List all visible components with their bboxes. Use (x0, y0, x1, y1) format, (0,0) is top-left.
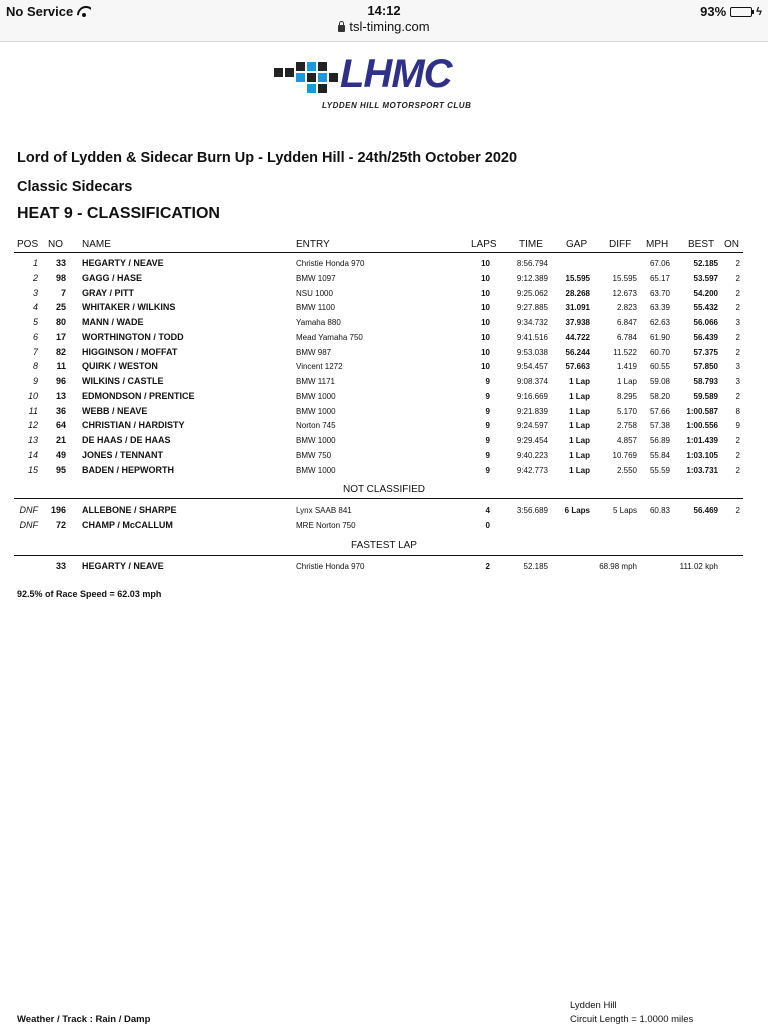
cell-time: 8:56.794 (516, 259, 548, 268)
circuit-length: Circuit Length = 1.0000 miles (570, 1014, 694, 1024)
cell-no: 64 (55, 420, 66, 431)
carrier-label: No Service (6, 4, 74, 19)
cell-gap: 1 Lap (569, 377, 590, 386)
cell-laps: 0 (485, 521, 490, 530)
cell-pos: 5 (32, 317, 38, 327)
cell-mph: 62.63 (649, 318, 670, 327)
col-mph: MPH (646, 239, 669, 250)
cell-best: 1:03.105 (686, 450, 718, 460)
col-name: NAME (82, 239, 111, 250)
cell-entry: BMW 1097 (296, 273, 336, 283)
col-laps: LAPS (471, 239, 497, 250)
col-entry: ENTRY (296, 239, 330, 250)
cell-best: 1:00.587 (686, 406, 718, 416)
cell-time: 9:16.669 (516, 391, 548, 401)
cell-mph: 61.90 (649, 332, 670, 342)
cell-time: 9:24.597 (516, 421, 548, 431)
cell-no: 95 (55, 464, 66, 475)
table-row (0, 420, 768, 435)
cell-diff: 4.857 (616, 436, 637, 445)
class-title: Classic Sidecars (17, 179, 133, 195)
cell-pos: 11 (28, 405, 38, 416)
cell-time: 9:21.839 (516, 406, 548, 416)
cell-no: 21 (55, 435, 66, 445)
fastest-lap-divider (14, 555, 743, 556)
cell-diff: 15.595 (612, 273, 637, 283)
cell-best: 59.589 (693, 391, 718, 401)
cell-mph: 57.66 (649, 406, 670, 416)
fastest-lap-entry: Christie Honda 970 (296, 562, 365, 571)
cell-mph: 60.70 (649, 347, 670, 357)
weather-info: Weather / Track : Rain / Damp (17, 1014, 151, 1024)
cell-no: 96 (55, 376, 66, 386)
cell-diff: 5.170 (616, 406, 637, 416)
cell-entry: NSU 1000 (296, 288, 333, 298)
cell-diff: 2.758 (616, 421, 637, 431)
race-speed-note: 92.5% of Race Speed = 62.03 mph (17, 589, 162, 599)
cell-mph: 65.17 (649, 273, 670, 283)
cell-gap: 1 Lap (569, 406, 590, 416)
cell-on: 2 (735, 391, 740, 401)
cell-pos: 6 (32, 331, 38, 342)
cell-gap: 44.722 (565, 332, 590, 342)
col-best: BEST (688, 239, 715, 250)
cell-no: 13 (55, 390, 66, 401)
cell-on: 3 (735, 377, 740, 386)
event-title: Lord of Lydden & Sidecar Burn Up - Lydden Hill - 24th/25th October 2020 (17, 150, 518, 166)
cell-laps: 10 (481, 288, 490, 298)
cell-entry: Vincent 1272 (296, 362, 343, 372)
col-on: ON (724, 239, 739, 250)
cell-gap: 56.244 (565, 347, 590, 357)
cell-gap: 28.268 (565, 288, 590, 298)
cell-mph: 60.83 (649, 506, 670, 515)
cell-best: 55.432 (693, 303, 718, 313)
cell-laps: 10 (481, 318, 490, 327)
fastest-lap-heading: FASTEST LAP (351, 540, 417, 551)
cell-pos: DNF (19, 505, 38, 515)
cell-time: 9:42.773 (516, 465, 548, 475)
cell-gap: 57.663 (565, 362, 590, 372)
cell-laps: 9 (485, 436, 490, 445)
cell-mph: 55.84 (649, 450, 670, 460)
cell-gap: 6 Laps (564, 506, 590, 515)
table-row (0, 450, 768, 465)
cell-name: WORTHINGTON / TODD (82, 331, 184, 342)
cell-laps: 9 (485, 421, 490, 431)
cell-gap: 1 Lap (569, 436, 590, 445)
cell-mph: 59.08 (649, 377, 670, 386)
address-area[interactable] (0, 3, 768, 34)
cell-mph: 63.70 (649, 288, 670, 298)
cell-laps: 10 (481, 332, 490, 342)
cell-pos: 12 (27, 420, 38, 431)
cell-mph: 60.55 (649, 362, 670, 372)
table-row (0, 361, 768, 376)
cell-name: CHAMP / McCALLUM (82, 520, 173, 530)
cell-time: 9:12.389 (516, 273, 548, 283)
table-row (0, 258, 768, 273)
cell-entry: BMW 1000 (296, 465, 336, 475)
cell-entry: Mead Yamaha 750 (296, 332, 363, 342)
cell-laps: 9 (485, 450, 490, 460)
cell-pos: 4 (32, 302, 38, 313)
lock-icon (338, 25, 345, 32)
cell-best: 56.439 (693, 332, 718, 342)
charging-icon: ϟ (756, 5, 762, 18)
cell-on: 2 (735, 506, 740, 515)
cell-entry: Christie Honda 970 (296, 259, 365, 268)
cell-mph: 56.89 (649, 436, 670, 445)
cell-no: 11 (56, 361, 66, 372)
cell-name: JONES / TENNANT (82, 449, 164, 460)
table-row (0, 406, 768, 421)
cell-diff: 10.769 (612, 450, 637, 460)
cell-entry: BMW 1000 (296, 406, 336, 416)
col-gap: GAP (566, 239, 588, 250)
fastest-lap-lap: 2 (485, 562, 490, 571)
not-classified-divider (14, 498, 743, 499)
cell-gap: 37.938 (565, 318, 590, 327)
cell-name: HEGARTY / NEAVE (82, 258, 164, 268)
cell-no: 7 (60, 287, 66, 298)
cell-on: 2 (735, 436, 740, 445)
cell-no: 80 (55, 317, 66, 327)
cell-time: 9:53.038 (516, 347, 548, 357)
cell-name: QUIRK / WESTON (82, 361, 158, 372)
cell-no: 49 (55, 449, 66, 460)
cell-mph: 57.38 (649, 421, 670, 431)
table-row (0, 435, 768, 450)
cell-laps: 9 (485, 406, 490, 416)
cell-diff: 6.847 (616, 318, 637, 327)
cell-best: 1:00.556 (686, 421, 718, 431)
cell-gap: 1 Lap (569, 465, 590, 475)
cell-on: 2 (735, 332, 740, 342)
cell-no: 196 (50, 505, 66, 515)
fastest-lap-name: HEGARTY / NEAVE (82, 561, 164, 571)
cell-diff: 6.784 (616, 332, 637, 342)
cell-on: 8 (735, 406, 740, 416)
cell-best: 1:01.439 (686, 436, 718, 445)
cell-on: 9 (735, 421, 740, 431)
cell-name: GRAY / PITT (82, 287, 135, 298)
cell-on: 2 (735, 450, 740, 460)
cell-gap: 1 Lap (569, 450, 590, 460)
cell-diff: 11.522 (613, 347, 637, 357)
cell-diff: 1 Lap (616, 377, 637, 386)
col-time: TIME (519, 239, 543, 250)
battery-percent: 93% (700, 4, 727, 19)
cell-time: 9:29.454 (516, 436, 548, 445)
header-divider (14, 252, 743, 253)
cell-entry: BMW 750 (296, 450, 332, 460)
battery-status (700, 4, 762, 19)
table-row (0, 347, 768, 362)
cell-time: 9:08.374 (516, 377, 548, 386)
cell-gap: 1 Lap (569, 421, 590, 431)
cell-entry: BMW 1000 (296, 391, 336, 401)
cell-pos: 7 (32, 346, 38, 357)
fastest-lap-time: 52.185 (523, 562, 548, 571)
cell-no: 17 (55, 331, 66, 342)
fastest-lap-mph: 68.98 mph (599, 562, 637, 571)
cell-no: 25 (55, 302, 66, 313)
status-bar (0, 0, 768, 42)
cell-diff: 5 Laps (612, 506, 637, 515)
cell-entry: BMW 1100 (296, 303, 335, 313)
cell-laps: 10 (481, 273, 490, 283)
table-row (0, 317, 768, 332)
cell-name: HIGGINSON / MOFFAT (82, 346, 178, 357)
cell-entry: BMW 1171 (296, 377, 335, 386)
cell-time: 9:40.223 (516, 450, 548, 460)
cell-on: 2 (735, 303, 740, 313)
cell-laps: 9 (485, 377, 490, 386)
col-pos: POS (17, 239, 39, 250)
cell-time: 9:41.516 (516, 332, 548, 342)
cell-entry: BMW 987 (296, 347, 332, 357)
cell-name: BADEN / HEPWORTH (82, 464, 174, 475)
cell-no: 98 (55, 272, 66, 283)
cell-pos: 14 (27, 449, 38, 460)
cell-diff: 12.673 (612, 288, 637, 298)
cell-name: CHRISTIAN / HARDISTY (82, 420, 185, 431)
cell-on: 2 (735, 465, 740, 475)
cell-gap: 15.595 (565, 273, 590, 283)
fastest-lap-kph: 111.02 kph (679, 562, 718, 571)
table-row (0, 288, 768, 303)
cell-name: WILKINS / CASTLE (82, 376, 164, 386)
cell-entry: Yamaha 880 (296, 318, 341, 327)
cell-laps: 9 (485, 465, 490, 475)
cell-entry: MRE Norton 750 (296, 521, 356, 530)
cell-pos: 10 (27, 390, 38, 401)
cell-entry: Lynx SAAB 841 (296, 506, 352, 515)
col-diff: DIFF (609, 239, 632, 250)
cell-diff: 2.550 (616, 465, 637, 475)
club-logo (274, 52, 494, 118)
cell-best: 57.375 (693, 347, 718, 357)
cell-pos: 15 (27, 464, 38, 475)
cell-no: 82 (55, 346, 66, 357)
cell-best: 54.200 (693, 288, 718, 298)
table-row (0, 505, 768, 520)
cell-best: 56.469 (693, 506, 718, 515)
table-row (0, 302, 768, 317)
cell-time: 3:56.689 (516, 506, 548, 515)
cell-name: EDMONDSON / PRENTICE (82, 390, 195, 401)
logo-wordmark: LHMC (340, 52, 452, 96)
cell-laps: 10 (481, 259, 490, 268)
cell-name: DE HAAS / DE HAAS (82, 435, 171, 445)
session-title: HEAT 9 - CLASSIFICATION (17, 205, 220, 222)
cell-time: 9:34.732 (516, 318, 548, 327)
cell-on: 2 (735, 259, 740, 268)
cell-pos: 2 (32, 272, 38, 283)
col-no: NO (48, 239, 63, 250)
cell-gap: 31.091 (565, 303, 590, 313)
cell-pos: DNF (19, 520, 38, 530)
cell-mph: 55.59 (649, 465, 670, 475)
cell-entry: Norton 745 (296, 421, 336, 431)
cell-on: 2 (735, 273, 740, 283)
cell-laps: 10 (481, 362, 490, 372)
cell-gap: 1 Lap (569, 391, 590, 401)
url-bar[interactable] (0, 19, 768, 34)
cell-pos: 13 (27, 435, 38, 445)
cell-diff: 2.823 (616, 303, 637, 313)
cell-best: 57.850 (693, 362, 718, 372)
cell-no: 33 (55, 258, 66, 268)
cell-time: 9:27.885 (516, 303, 548, 313)
not-classified-heading: NOT CLASSIFIED (342, 484, 426, 495)
cell-pos: 3 (32, 287, 38, 298)
cell-best: 52.185 (693, 259, 718, 268)
battery-icon (730, 7, 752, 17)
cell-on: 2 (735, 347, 740, 357)
cell-diff: 8.295 (616, 391, 637, 401)
cell-mph: 67.06 (649, 259, 670, 268)
cell-pos: 8 (32, 361, 38, 372)
table-row (0, 332, 768, 347)
cell-name: MANN / WADE (82, 317, 144, 327)
cell-laps: 4 (485, 506, 490, 515)
cell-laps: 9 (485, 391, 490, 401)
table-row (0, 376, 768, 391)
cell-time: 9:25.062 (516, 288, 548, 298)
cell-name: WHITAKER / WILKINS (82, 302, 176, 313)
table-row (0, 391, 768, 406)
cell-best: 56.066 (693, 318, 718, 327)
checkered-flag-icon (274, 62, 346, 94)
cell-best: 1:03.731 (686, 465, 718, 475)
cell-best: 58.793 (693, 377, 718, 386)
cell-mph: 58.20 (649, 391, 670, 401)
cell-time: 9:54.457 (516, 362, 548, 372)
circuit-info (570, 999, 693, 1024)
fastest-lap-no: 33 (55, 561, 66, 571)
table-row (0, 465, 768, 480)
cell-laps: 10 (481, 347, 490, 357)
clock: 14:12 (367, 3, 401, 18)
cell-on: 3 (735, 362, 740, 372)
cell-no: 36 (55, 405, 66, 416)
cell-best: 53.597 (693, 273, 718, 283)
cell-on: 3 (735, 318, 740, 327)
cell-pos: 9 (32, 376, 38, 386)
cell-pos: 1 (32, 258, 38, 268)
cell-diff: 1.419 (616, 362, 637, 372)
cell-name: WEBB / NEAVE (82, 405, 148, 416)
cell-entry: BMW 1000 (296, 436, 336, 445)
cell-mph: 63.39 (649, 303, 670, 313)
cell-name: ALLEBONE / SHARPE (82, 505, 177, 515)
circuit-name: Lydden Hill (570, 1000, 617, 1011)
url-text[interactable]: tsl-timing.com (349, 19, 430, 34)
cell-laps: 10 (481, 303, 490, 313)
cell-name: GAGG / HASE (82, 272, 143, 283)
cell-no: 72 (55, 520, 66, 530)
logo-subtitle: LYDDEN HILL MOTORSPORT CLUB (322, 101, 472, 110)
table-row (0, 520, 768, 535)
cell-on: 2 (735, 288, 740, 298)
table-row (0, 273, 768, 288)
